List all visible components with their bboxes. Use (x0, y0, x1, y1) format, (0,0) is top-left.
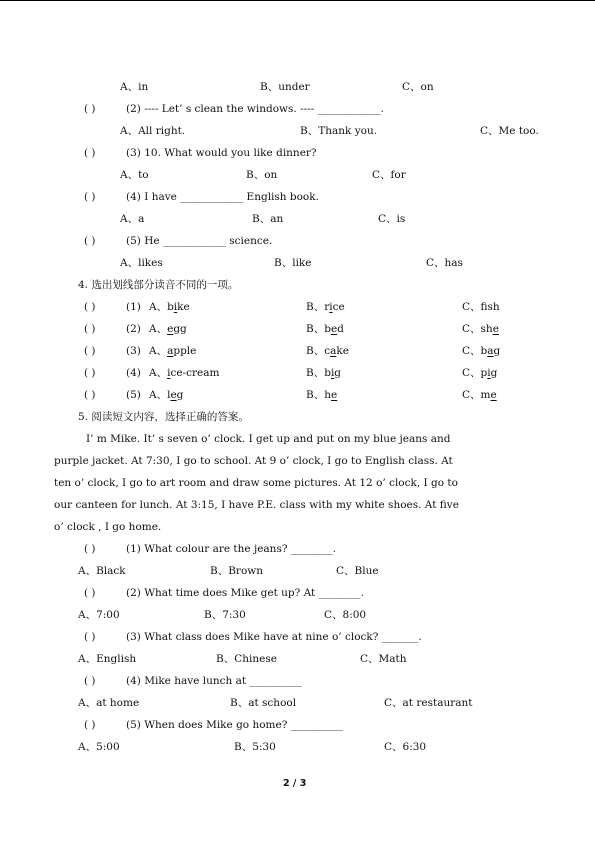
option-text-part: B、r (306, 301, 330, 313)
q3-5-text: (5) He ____________ science. (126, 235, 273, 247)
option-text-part: ke (177, 301, 190, 313)
section5-q4-option-b: B、at school (230, 697, 297, 709)
section4-row-5-paren: ( ) (84, 389, 96, 401)
section4-row-4-option-a (149, 366, 219, 380)
option-text-part: g (493, 345, 501, 357)
option-text-part: C、m (462, 389, 491, 401)
section4-row-3-option-a (149, 344, 196, 358)
option-text-part: A、l (149, 389, 171, 401)
section4-row-5-option-a (149, 388, 183, 402)
q3-3-option-b: B、on (246, 169, 278, 181)
option-text-part: B、b (306, 323, 331, 335)
section5-q1-option-c: C、Blue (336, 565, 379, 577)
section4-row-3-number: (3) (126, 345, 141, 357)
option-text-part: A、b (149, 301, 174, 313)
underlined-letters: i (329, 301, 333, 313)
section4-row-1-option-a (149, 300, 190, 314)
underlined-letters: e (330, 323, 338, 335)
section5-q5-option-c: C、6:30 (384, 741, 427, 753)
section5-q1-text: (1) What colour are the jeans? ________. (126, 543, 337, 555)
option-text-part: g (490, 367, 498, 379)
option-text-part: g (176, 389, 184, 401)
section4-row-3-paren: ( ) (84, 345, 96, 357)
q3-4-option-b: B、an (252, 213, 284, 225)
passage-line-2: purple jacket. At 7:30, I go to school. At 9 o’ clock, I go to English class. At (54, 455, 453, 467)
option-text-part: d (337, 323, 344, 335)
q3-4-option-a: A、a (120, 213, 145, 225)
q3-3-option-c: C、for (372, 169, 406, 181)
underlined-letters: e (167, 323, 174, 335)
underlined-letters: i (330, 367, 335, 379)
section4-row-2-option-a (149, 322, 187, 336)
section5-q4-option-a: A、at home (78, 697, 140, 709)
section5-q3-text: (3) What class does Mike have at nine o’ clock? _______. (126, 631, 422, 643)
option-text-part: g (334, 367, 342, 379)
option-text-part: B、b (306, 367, 331, 379)
section5-q3-option-b: B、Chinese (216, 653, 277, 665)
q3-4-option-c: C、is (378, 213, 406, 225)
q3-1-option-a: A、in (120, 81, 149, 93)
section5-q5-paren: ( ) (84, 719, 96, 731)
q3-2-paren: ( ) (84, 103, 96, 115)
q3-5-option-b: B、like (274, 257, 312, 269)
section4-row-2-number: (2) (126, 323, 141, 335)
option-text-part: C、sh (462, 323, 493, 335)
underlined-letters: e (330, 389, 338, 401)
section5-q1-option-a: A、Black (78, 565, 126, 577)
section5-q2-paren: ( ) (84, 587, 96, 599)
section4-title: 4. 选出划线部分读音不同的一项。 (78, 279, 239, 291)
q3-5-option-c: C、has (426, 257, 463, 269)
underlined-letters: e (492, 323, 499, 335)
option-text-part: ce-cream (170, 367, 220, 379)
section4-row-2-paren: ( ) (84, 323, 96, 335)
section5-title: 5. 阅读短文内容，选择正确的答案。 (78, 411, 249, 423)
underlined-letters: i (173, 301, 178, 313)
q3-2-text: (2) ---- Let’ s clean the windows. ---- ____________. (126, 103, 384, 115)
passage-line-1: I’ m Mike. It’ s seven o’ clock. I get up and put on my blue jeans and (86, 433, 451, 445)
underlined-letters: a (167, 345, 174, 357)
q3-2-option-c: C、Me too. (480, 125, 539, 137)
underlined-letters: e (170, 389, 177, 401)
section5-q1-paren: ( ) (84, 543, 96, 555)
underlined-letters: i (487, 367, 491, 379)
section5-q2-option-a: A、7:00 (78, 609, 120, 621)
section4-row-5-number: (5) (126, 389, 141, 401)
q3-3-text: (3) 10. What would you like dinner? (126, 147, 317, 159)
section5-q2-option-b: B、7:30 (204, 609, 246, 621)
section4-row-1-paren: ( ) (84, 301, 96, 313)
passage-line-5: o’ clock , I go home. (54, 521, 162, 533)
section5-q4-text: (4) Mike have lunch at __________ (126, 675, 302, 687)
option-text-part: B、c (306, 345, 331, 357)
page-number: 2 / 3 (283, 778, 307, 789)
passage-line-4: our canteen for lunch. At 3:15, I have P.E. class with my white shoes. At five (54, 499, 459, 511)
option-text-part: ce (332, 301, 345, 313)
section4-row-1-option-b (306, 300, 345, 314)
underlined-letters: a (330, 345, 337, 357)
section4-row-3-option-c (462, 344, 500, 358)
section4-row-2-option-c (462, 322, 499, 336)
section5-q3-option-a: A、English (78, 653, 137, 665)
section5-q5-option-a: A、5:00 (78, 741, 120, 753)
q3-5-option-a: A、likes (120, 257, 163, 269)
option-text-part: A、 (149, 345, 168, 357)
section5-q2-option-c: C、8:00 (324, 609, 367, 621)
section5-q5-text: (5) When does Mike go home? __________ (126, 719, 344, 731)
q3-3-option-a: A、to (120, 169, 149, 181)
option-text-part: C、b (462, 345, 488, 357)
q3-3-paren: ( ) (84, 147, 96, 159)
underlined-letters: e (490, 389, 497, 401)
section5-q3-paren: ( ) (84, 631, 96, 643)
section4-row-4-number: (4) (126, 367, 141, 379)
section4-row-2-option-b (306, 322, 344, 336)
option-text-part: A、 (149, 323, 168, 335)
option-text-part: sh (487, 301, 500, 313)
section4-row-1-option-c (462, 300, 500, 314)
q3-1-option-c: C、on (402, 81, 434, 93)
section4-row-4-option-b (306, 366, 341, 380)
section4-row-4-paren: ( ) (84, 367, 96, 379)
q3-5-paren: ( ) (84, 235, 96, 247)
section4-row-4-option-c (462, 366, 497, 380)
option-text-part: A、 (149, 367, 168, 379)
option-text-part: C、p (462, 367, 488, 379)
section5-q2-text: (2) What time does Mike get up? At ________. (126, 587, 364, 599)
q3-4-paren: ( ) (84, 191, 96, 203)
q3-4-text: (4) I have ____________ English book. (126, 191, 319, 203)
section4-row-5-option-b (306, 388, 337, 402)
section5-q4-paren: ( ) (84, 675, 96, 687)
underlined-letters: i (167, 367, 171, 379)
section5-q5-option-b: B、5:30 (234, 741, 276, 753)
top-rule (0, 0, 595, 1)
section5-q3-option-c: C、Math (360, 653, 407, 665)
option-text-part: C、f (462, 301, 488, 313)
option-text-part: pple (173, 345, 197, 357)
q3-1-option-b: B、under (260, 81, 310, 93)
q3-2-option-b: B、Thank you. (300, 125, 378, 137)
section5-q4-option-c: C、at restaurant (384, 697, 473, 709)
section4-row-5-option-c (462, 388, 497, 402)
section4-row-3-option-b (306, 344, 349, 358)
underlined-letters: a (487, 345, 494, 357)
section4-row-1-number: (1) (126, 301, 141, 313)
option-text-part: gg (173, 323, 187, 335)
option-text-part: B、h (306, 389, 331, 401)
q3-2-option-a: A、All right. (120, 125, 186, 137)
option-text-part: ke (336, 345, 349, 357)
section5-q1-option-b: B、Brown (210, 565, 264, 577)
passage-line-3: ten o’ clock, I go to art room and draw some pictures. At 12 o’ clock, I go to (54, 477, 458, 489)
